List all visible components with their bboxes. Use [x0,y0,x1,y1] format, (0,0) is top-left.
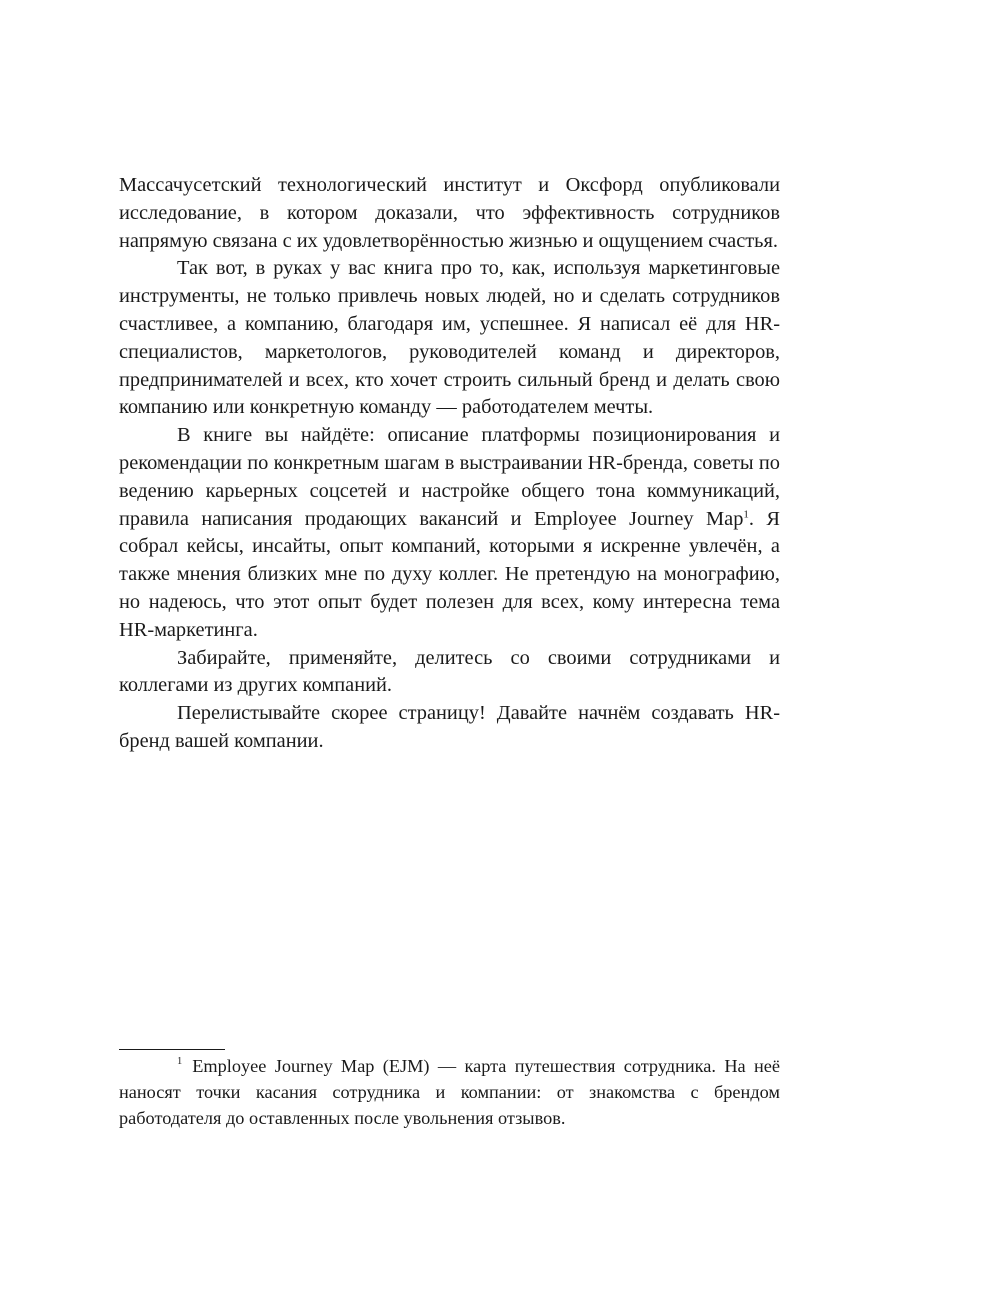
paragraph-3 [119,422,780,644]
paragraph-5: Перелистывайте скорее страницу! Давайте начнём создавать HR-бренд вашей компании. [119,702,780,752]
paragraph-3-text-before-ref: В книге вы найдёте: описание платформы позиционирования и рекомендации по конкретным шагам в выстраивании HR-бренда, советы по ведению карьерных соцсетей и настройке общего тона коммуникаций, правила написания продающих вакансий и Employee Journey Map [119,424,780,530]
footnote-text: Employee Journey Map (EJM) — карта путешествия сотрудника. На неё наносят точки касания сотрудника и компании: от знакомства с брендом работодателя до оставленных после увольнения отзывов. [119,1056,780,1128]
paragraph-3-text-after-ref: . Я собрал кейсы, инсайты, опыт компаний, которыми я искренне увлечён, а также мнения близких мне по духу коллег. Не претендую на монографию, но надеюсь, что этот опыт будет полезен для всех, кому интересна тема HR-маркетинга. [119,507,781,641]
footnote-reference[interactable]: 1 [743,507,749,520]
paragraph-4: Забирайте, применяйте, делитесь со своими сотрудниками и коллегами из других компаний. [119,646,780,697]
body-text [119,172,780,756]
footnote-paragraph [119,1053,780,1131]
footnote [119,1053,780,1131]
footnote-divider [119,1049,225,1050]
footnote-number: 1 [177,1056,183,1068]
paragraph-2: Так вот, в руках у вас книга про то, как, используя маркетинговые инструменты, не только привлечь новых людей, но и сделать сотрудников счастливее, а компанию, благодаря им, успешнее. Я написал её для HR-специалистов, маркетологов, руководителей команд и директоров, предпринимателей и всех, кто хочет строить сильный бренд и делать свою компанию или конкретную команду — работодателем мечты. [119,257,780,419]
paragraph-1: Массачусетский технологический институт и Оксфорд опубликовали исследование, в котором доказали, что эффективность сотрудников напрямую связана с их удовлетворённостью жизнью и ощущением счастья. [119,174,780,252]
